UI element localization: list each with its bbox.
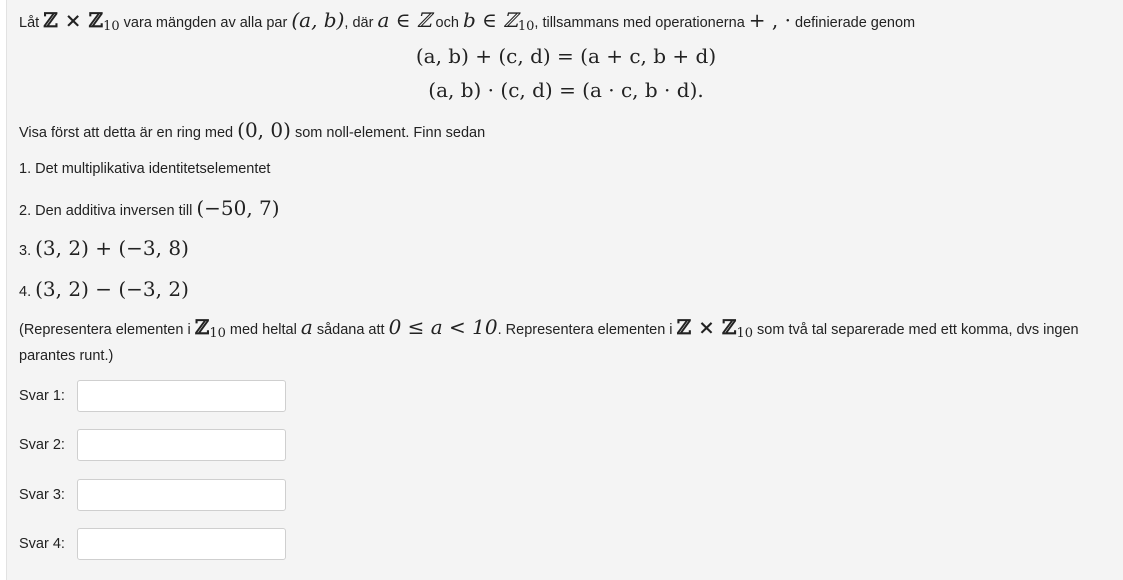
item-1: 1. Det multiplikativa identitetselementet xyxy=(19,161,271,177)
answer-input-1[interactable] xyxy=(77,380,286,412)
note-subscript-10-b: 10 xyxy=(736,326,753,341)
answer-input-3[interactable] xyxy=(77,479,286,511)
answer-row-1 xyxy=(19,380,286,412)
answer-row-2 xyxy=(19,429,286,461)
intro-text-2: vara mängden av alla par xyxy=(123,15,288,31)
operations-symbols: + , · xyxy=(748,8,791,32)
intro-text-3: , där xyxy=(344,15,374,31)
inequality: 0 ≤ a < 10 xyxy=(388,315,498,339)
answer-input-4[interactable] xyxy=(77,528,286,560)
b-in-z10: b ∈ ℤ xyxy=(462,8,518,32)
subscript-10: 10 xyxy=(103,19,120,34)
note-text-2: med heltal xyxy=(229,322,297,338)
note-text-3: sådana att xyxy=(316,322,385,338)
note-subscript-10: 10 xyxy=(209,326,226,341)
note-text-4: . Representera elementen i xyxy=(497,322,673,338)
variable-a: a xyxy=(300,315,313,339)
representation-note xyxy=(19,316,1109,367)
answer-label-2: Svar 2: xyxy=(19,437,65,453)
item-3-math: (3, 2) + (−3, 8) xyxy=(35,236,189,260)
intro-line xyxy=(19,8,915,34)
question-panel xyxy=(6,0,1123,580)
item-3 xyxy=(19,236,189,260)
item-4-math: (3, 2) − (−3, 2) xyxy=(35,277,189,301)
item-4 xyxy=(19,277,189,301)
answer-label-3: Svar 3: xyxy=(19,487,65,503)
pair-ab: (a, b) xyxy=(291,8,345,32)
answer-input-2[interactable] xyxy=(77,429,286,461)
answer-row-4 xyxy=(19,528,286,560)
a-in-z: a ∈ ℤ xyxy=(377,8,432,32)
item-2-text: 2. Den additiva inversen till xyxy=(19,203,193,219)
task-text-1: Visa först att detta är en ring med xyxy=(19,125,234,141)
set-z-times-z10: ℤ × ℤ xyxy=(43,8,104,32)
set-z-times-z10-note: ℤ × ℤ xyxy=(676,315,737,339)
task-line xyxy=(19,118,485,142)
note-text-1: (Representera elementen i xyxy=(19,322,191,338)
zero-element: (0, 0) xyxy=(237,118,291,142)
equation-multiplication: (a, b) · (c, d) = (a · c, b · d). xyxy=(428,78,704,102)
item-2-math: (−50, 7) xyxy=(196,196,280,220)
intro-text-6: definierade genom xyxy=(795,15,916,31)
intro-text-1: Låt xyxy=(19,15,40,31)
note-text-5: som två tal separerade med ett komma, dvs ingen parantes runt.) xyxy=(19,322,1079,364)
task-text-2: som noll-element. Finn sedan xyxy=(294,125,486,141)
answer-label-1: Svar 1: xyxy=(19,388,65,404)
item-3-number: 3. xyxy=(19,243,32,259)
item-2 xyxy=(19,196,280,220)
subscript-10-b: 10 xyxy=(517,19,535,34)
intro-text-4: och xyxy=(435,15,459,31)
equation-addition: (a, b) + (c, d) = (a + c, b + d) xyxy=(415,44,717,68)
set-z10: ℤ xyxy=(194,315,210,339)
item-4-number: 4. xyxy=(19,284,32,300)
intro-text-5: , tillsammans med operationerna xyxy=(534,15,745,31)
answer-row-3 xyxy=(19,479,286,511)
answer-label-4: Svar 4: xyxy=(19,536,65,552)
